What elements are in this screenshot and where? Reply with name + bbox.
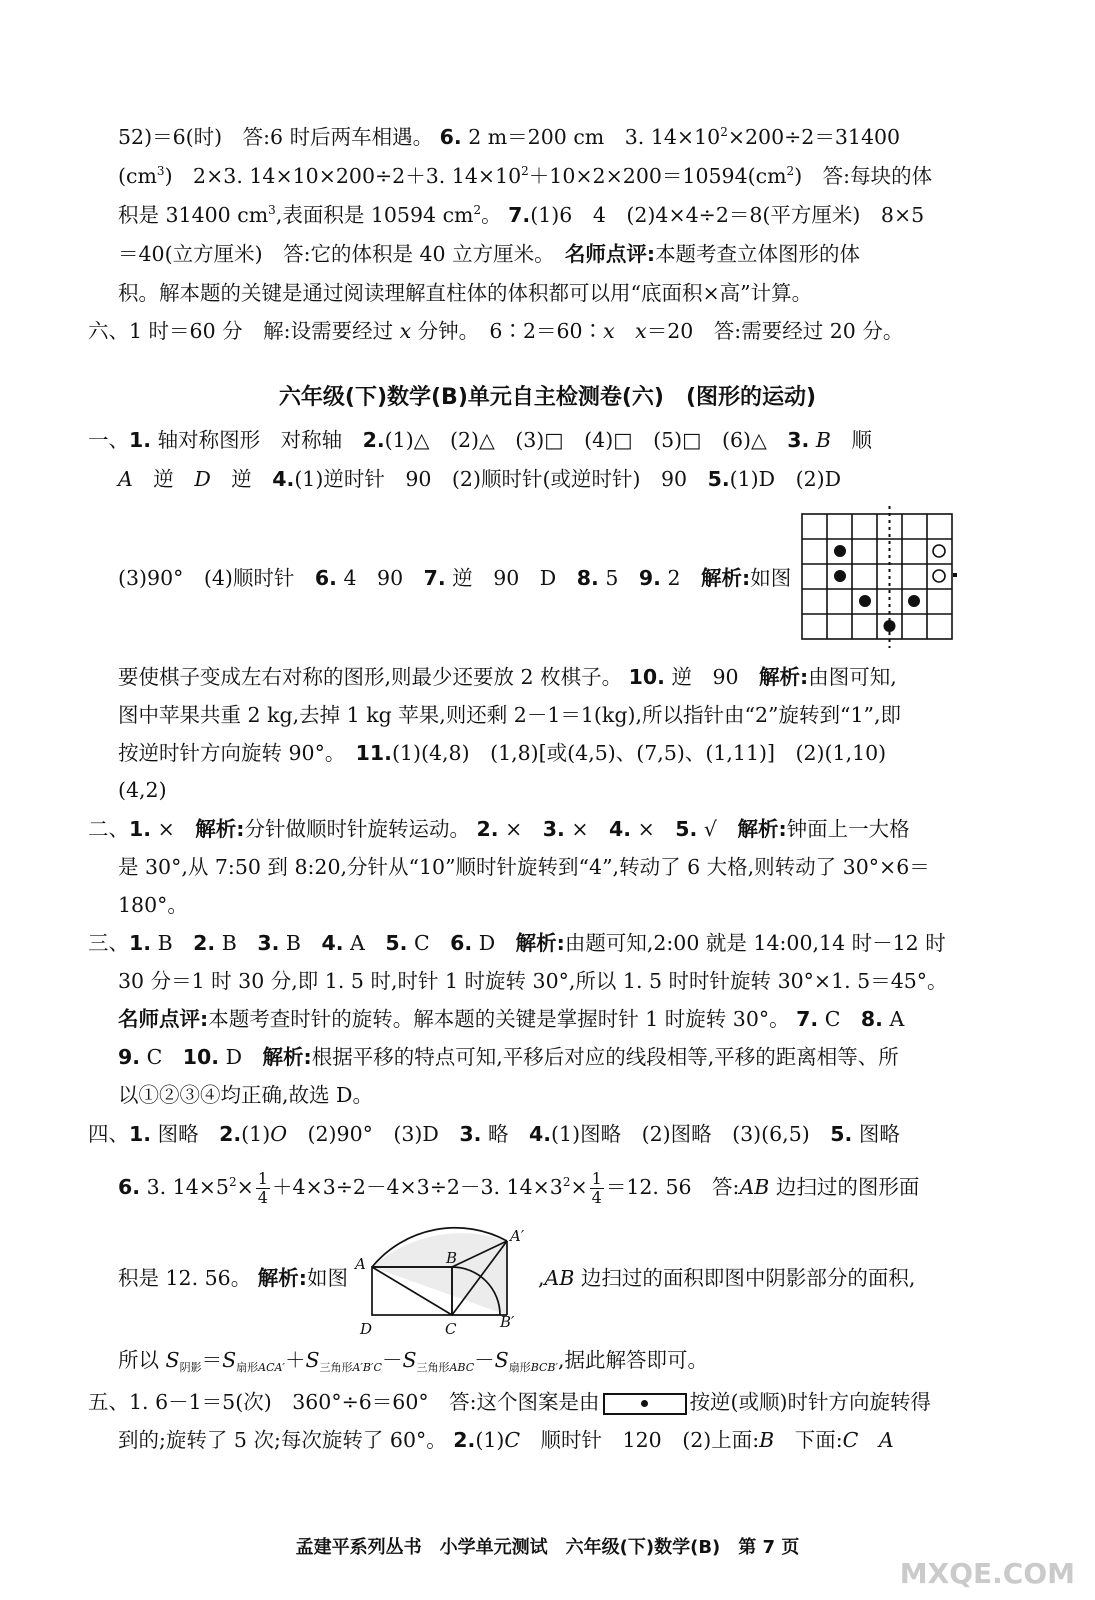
text-line: ,AB 边扫过的面积即图中阴影部分的面积,: [538, 1266, 916, 1290]
text-line: $(cm^3)$ 2×3. 14×10×200÷2＋3. $14\times 10^2+10\times 2\times 200=10594(cm^2)$ 答:每块的体: [118, 164, 933, 188]
text-line: 要使棋子变成左右对称的图形,则最少还要放 2 枚棋子。 10. 逆 90 解析:由图可知,: [118, 665, 897, 689]
text-line: 六、1 时＝60 分 解:设需要经过 x 分钟。 6∶2＝60∶x x＝20 答:需要经过 20 分。: [88, 319, 904, 343]
text-line: 是 30°,从 7:50 到 8:20,分针从“10”顺时针旋转到“4”,转动了 6 大格,则转动了 30°×6＝: [118, 855, 930, 879]
text-line: 积。解本题的关键是通过阅读理解直柱体的体积都可以用“底面积×高”计算。: [118, 281, 813, 305]
text-line: 52)＝6(时) 答:6 时后两车相遇。 6. 2 m＝200 cm 3. $14\times 10^2\times 200\div 2=31400$: [118, 125, 901, 149]
text-line: 积是 31400 $cm^3$,表面积是 10594 $cm^2$。 7.(1)6 4 (2)4×4÷2＝8(平方厘米) 8×5: [118, 203, 925, 227]
text-line: 所以 $S_{阴影}=S_{扇形ACA'}+S_{三角形A'B'C}-S_{三角形ABC}-S_{扇形BCB'}$,据此解答即可。: [118, 1348, 709, 1374]
label-B-prime: B′: [500, 1313, 515, 1331]
text-line: 三、1. B 2. B 3. B 4. A 5. C 6. D 解析:由题可知,2:00 就是 14:00,14 时－12 时: [88, 931, 946, 955]
sector-geometry-figure: [352, 1225, 542, 1340]
text-line: 名师点评:本题考查时针的旋转。解本题的关键是掌握时针 1 时旋转 30°。 7. C 8. A: [118, 1007, 905, 1031]
text-line: 四、1. 图略 2.(1)O (2)90° (3)D 3. 略 4.(1)图略 (2)图略 (3)(6,5) 5. 图略: [88, 1122, 900, 1146]
text-line: 以①②③④均正确,故选 D。: [118, 1083, 373, 1107]
section-title: 六年级(下)数学(B)单元自主检测卷(六) (图形的运动): [278, 385, 817, 410]
text-line: 9. C 10. D 解析:根据平移的特点可知,平移后对应的线段相等,平移的距离相等、所: [118, 1045, 899, 1069]
text-line: 一、1. 轴对称图形 对称轴 2.(1)△ (2)△ (3)□ (4)□ (5)□ (6)△ 3. B 顺: [88, 428, 872, 452]
text-line: 按逆时针方向旋转 90°。 11.(1)(4,8) (1,8)[或(4,5)、(7,5)、(1,11)] (2)(1,10): [118, 741, 887, 765]
text-line: 180°。: [118, 893, 188, 917]
label-A: A: [355, 1255, 366, 1273]
label-C: C: [445, 1320, 457, 1338]
page-footer: 孟建平系列丛书 小学单元测试 六年级(下)数学(B) 第 7 页: [295, 1537, 800, 1558]
chessboard-grid-figure: [800, 512, 960, 642]
text-line: ＝40(立方厘米) 答:它的体积是 40 立方厘米。 名师点评:本题考查立体图形的体: [118, 242, 861, 266]
text-line: 图中苹果共重 2 kg,去掉 1 kg 苹果,则还剩 2－1＝1(kg),所以指针由“2”旋转到“1”,即: [118, 703, 902, 727]
text-line: 30 分＝1 时 30 分,即 1. 5 时,时针 1 时旋转 30°,所以 1. 5 时时针旋转 30°×1. 5＝45°。: [118, 969, 948, 993]
text-line: (4,2): [118, 778, 167, 802]
label-B: B: [446, 1249, 458, 1267]
watermark-logo: [900, 1557, 1075, 1590]
watermark-text: MXQE.COM: [899, 1557, 1075, 1590]
text-line: 到的;旋转了 5 次;每次旋转了 60°。 2.(1)C 顺时针 120 (2)上面:B 下面:C A: [118, 1428, 894, 1452]
text-line: 二、1. × 解析:分针做顺时针旋转运动。 2. × 3. × 4. × 5. √ 解析:钟面上一大格: [88, 817, 910, 841]
text-line: A 逆 D 逆 4.(1)逆时针 90 (2)顺时针(或逆时针) 90 5.(1)D (2)D: [118, 467, 842, 491]
label-D: D: [360, 1320, 373, 1338]
text-line: 6. 3. $14\times 5^2\times$ $\frac{1}{4}$ ＋4×3÷2－4×3÷2－3. $14\times 3^2\times$ $\frac{1}{4}$ ＝12. 56 答:AB 边扫过的图形面: [118, 1169, 920, 1207]
text-line: 五、1. 6－1＝5(次) 360°÷6＝60° 答:这个图案是由 按逆(或顺)时针方向旋转得: [88, 1390, 932, 1414]
label-A-prime: A′: [510, 1227, 525, 1245]
text-line: 积是 12. 56。 解析:如图: [118, 1266, 348, 1290]
text-line: (3)90° (4)顺时针 6. 4 90 7. 逆 90 D 8. 5 9. 2 解析:如图: [118, 566, 792, 590]
